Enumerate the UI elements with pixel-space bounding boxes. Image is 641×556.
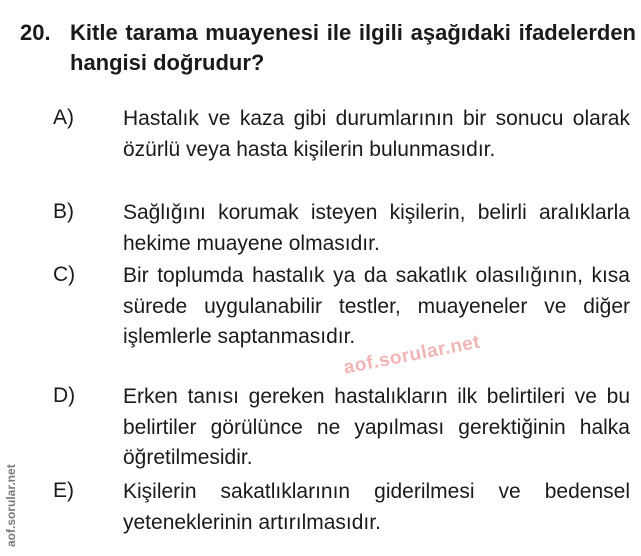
option-e-letter: E)	[53, 479, 74, 502]
question-number: 20.	[20, 20, 51, 45]
option-d-letter: D)	[53, 384, 76, 407]
option-d-text: Erken tanısı gereken hastalıkların ilk belirtileri ve bu belirtiler görülünce ne yapılması gerektiğinin halka öğretilmesidir.	[123, 385, 630, 469]
watermark-center: aof.sorular.net	[342, 331, 482, 379]
option-e-text: Kişilerin sakatlıklarının giderilmesi ve bedensel yeteneklerinin artırılmasıdır.	[123, 480, 630, 534]
question-text: Kitle tarama muayenesi ile ilgili aşağıdaki ifadelerden hangisi doğrudur?	[70, 20, 636, 75]
option-c-letter: C)	[53, 263, 76, 286]
option-a-letter: A)	[53, 106, 74, 129]
option-b-letter: B)	[53, 200, 74, 223]
option-a-text: Hastalık ve kaza gibi durumlarının bir sonucu olarak özürlü veya hasta kişilerin bulunmasıdır.	[123, 107, 630, 161]
watermark-side: aof.sorular.net	[4, 464, 18, 547]
option-b-text: Sağlığını korumak isteyen kişilerin, belirli aralıklarla hekime muayene olmasıdır.	[123, 201, 630, 255]
option-c-text: Bir toplumda hastalık ya da sakatlık olasılığının, kısa sürede uygulanabilir testler, muayeneler ve diğer işlemlerle saptanmasıdır.	[123, 264, 630, 348]
